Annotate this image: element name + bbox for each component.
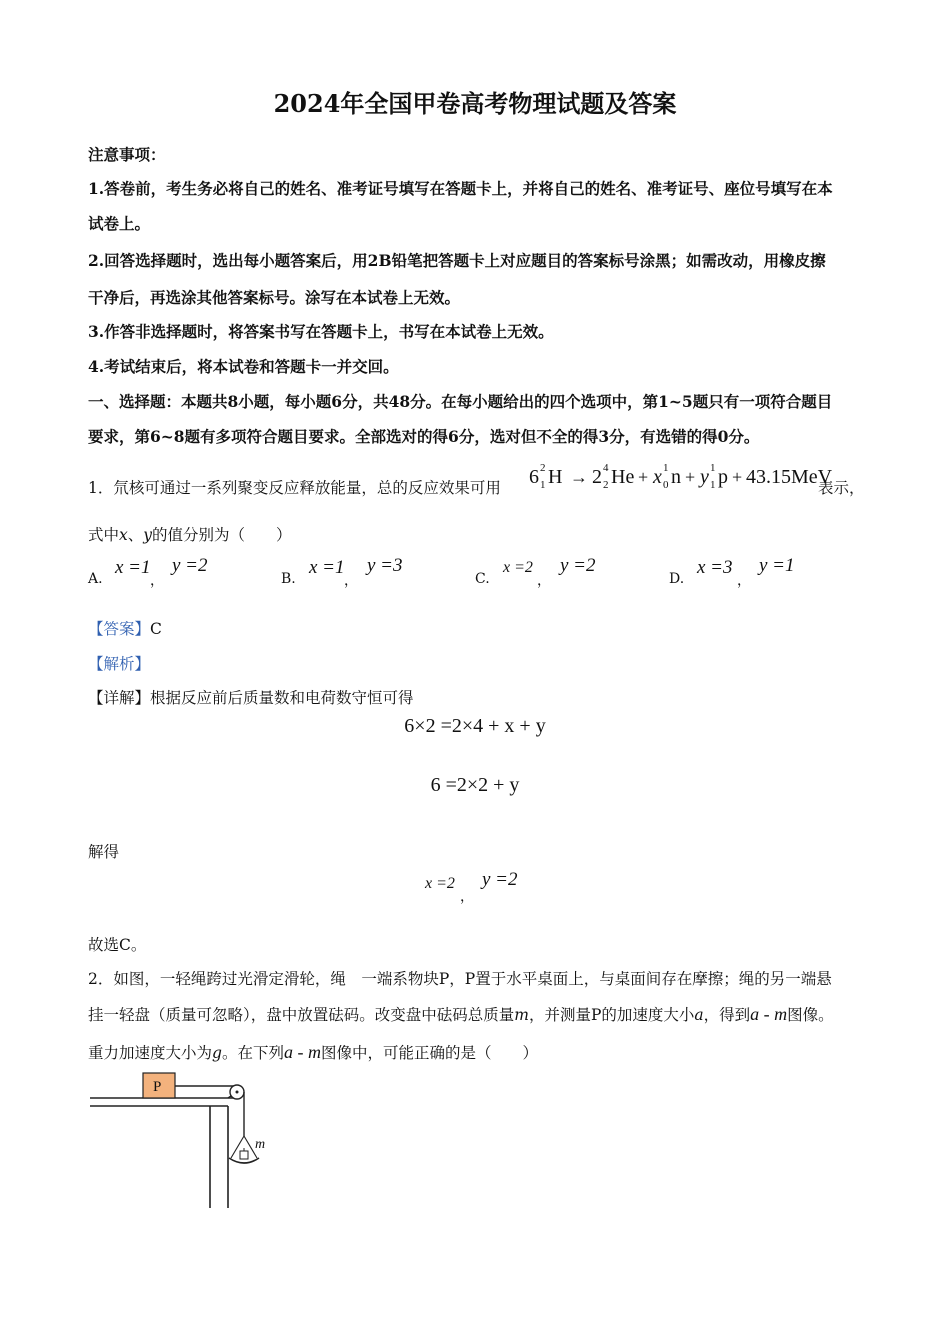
eq-coef-3: x [653,466,662,488]
conclusion: 故选C。 [88,936,147,954]
am-label-1: a - m [750,1004,788,1024]
result-y: y =2 [482,869,518,890]
var-a: a [694,1006,704,1024]
weight-icon [240,1151,248,1159]
option-d-x: x =3 [697,557,733,578]
eq-charge-4: 1 [710,479,716,491]
section-heading-line2: 要求，第6~8题有多项符合题目要求。全部选对的得6分，选对但不全的得3分，有选错的得0分。 [88,427,760,446]
option-d-comma: ， [737,573,751,589]
eq-mass-2: 4 [603,462,609,474]
q2-stem-line1: 2．如图，一轻绳跨过光滑定滑轮，绳 一端系物块P，P置于水平桌面上，与桌面间存在摩擦；绳的另一端悬 [88,970,832,988]
equation-charge-conservation: 6 =2×2 + y [430,774,520,796]
block-p-label: P [153,1079,162,1095]
eq-charge-2: 2 [603,479,609,491]
eq-arrow: → [570,467,588,487]
eq-charge-3: 0 [663,479,669,491]
option-b-y: y =3 [367,555,403,576]
q2-line3-a: 重力加速度大小为 [88,1044,213,1062]
pulley-axle [236,1091,239,1094]
pulley-figure [85,1070,285,1215]
page-title: 2024年全国甲卷高考物理试题及答案 [273,89,677,118]
eq-symbol-4: p [718,466,728,488]
answer-tag: 【答案】 [88,620,151,638]
q1-reaction-equation [527,456,833,496]
var-y: y [143,526,153,544]
option-b-x: x =1 [309,557,345,578]
eq-energy: 43.15MeV [746,466,833,488]
option-c-y: y =2 [560,555,596,576]
answer-value: C [150,620,162,638]
q1-stem-prefix: 1．氘核可通过一系列聚变反应释放能量，总的反应效果可用 [88,479,501,497]
q1-sep: 、 [127,526,144,544]
eq-plus-1: + [638,467,649,487]
answer-line [88,617,162,639]
option-d-label[interactable]: D. [669,571,685,587]
var-m: m [514,1006,529,1024]
eq-charge-1: 1 [540,479,546,491]
q1-line2-post: 的值分别为（ ） [152,526,292,544]
analysis-tag: 【解析】 [88,655,151,673]
option-b-comma: ， [344,573,358,589]
eq-coef-1: 6 [529,466,539,488]
option-c-x: x =2 [503,559,533,576]
q2-line2-a: 挂一轻盘（质量可忽略），盘中放置砝码。改变盘中砝码总质量 [88,1006,515,1024]
detail-tag: 【详解】 [88,689,151,707]
q2-line3-c: 图像中，可能正确的是（ ） [320,1044,538,1062]
option-c-comma: ， [537,573,551,589]
eq-symbol-3: n [671,466,681,488]
mass-label: m [255,1137,266,1152]
option-a-y: y =2 [172,555,208,576]
option-a-comma: ， [150,573,164,589]
eq-symbol-1: H [548,466,563,488]
eq-symbol-2: He [611,466,635,488]
option-a-x: x =1 [115,557,151,578]
option-b-label[interactable]: B. [281,571,296,587]
notice-heading: 注意事项： [88,145,166,164]
notice-item-2-line2: 干净后，再选涂其他答案标号。涂写在本试卷上无效。 [88,288,461,307]
q2-line2-c: ，得到 [703,1006,751,1024]
option-c-label[interactable]: C. [475,571,490,587]
notice-item-3: 3.作答非选择题时，将答案书写在答题卡上，书写在本试卷上无效。 [88,322,554,341]
eq-coef-4: y [700,466,709,488]
var-x: x [119,526,128,544]
q2-stem-line3 [88,1041,538,1063]
detail-line [88,686,414,708]
option-a-label[interactable]: A. [88,571,103,587]
q2-line2-b: ，并测量P的加速度大小 [528,1006,695,1024]
option-d-y: y =1 [759,555,795,576]
eq-coef-2: 2 [592,466,602,488]
am-label-2: a - m [283,1042,321,1062]
result-x: x =2 [425,875,455,892]
notice-item-4: 4.考试结束后，将本试卷和答题卡一并交回。 [88,357,399,376]
eq-plus-2: + [685,467,696,487]
section-heading-line1: 一、选择题：本题共8小题，每小题6分，共48分。在每小题给出的四个选项中，第1~5题只有一项符合题目 [88,392,833,411]
q2-stem-line2 [88,1003,834,1025]
eq-mass-3: 1 [663,462,669,474]
notice-item-1-line2: 试卷上。 [88,214,151,233]
var-g: g [212,1044,222,1062]
q2-line2-d: 图像。 [787,1006,834,1024]
eq-plus-3: + [732,467,743,487]
eq-mass-4: 1 [710,462,716,474]
detail-text: 根据反应前后质量数和电荷数守恒可得 [150,689,414,707]
q1-stem-suffix: 表示， [818,479,865,497]
q1-stem-line2 [88,523,292,545]
q1-line2-pre: 式中 [88,526,120,544]
q2-line3-b: 。在下列 [221,1044,284,1062]
solve-label: 解得 [88,843,120,861]
notice-item-2-line1: 2.回答选择题时，选出每小题答案后，用2B铅笔把答题卡上对应题目的答案标号涂黑；如需改动，用橡皮擦 [88,251,826,270]
equation-mass-conservation: 6×2 =2×4 + x + y [404,715,546,737]
result-comma: ， [460,889,474,905]
notice-item-1-line1: 1.答卷前，考生务必将自己的姓名、准考证号填写在答题卡上，并将自己的姓名、准考证号、座位号填写在本 [88,179,833,198]
eq-mass-1: 2 [540,462,546,474]
